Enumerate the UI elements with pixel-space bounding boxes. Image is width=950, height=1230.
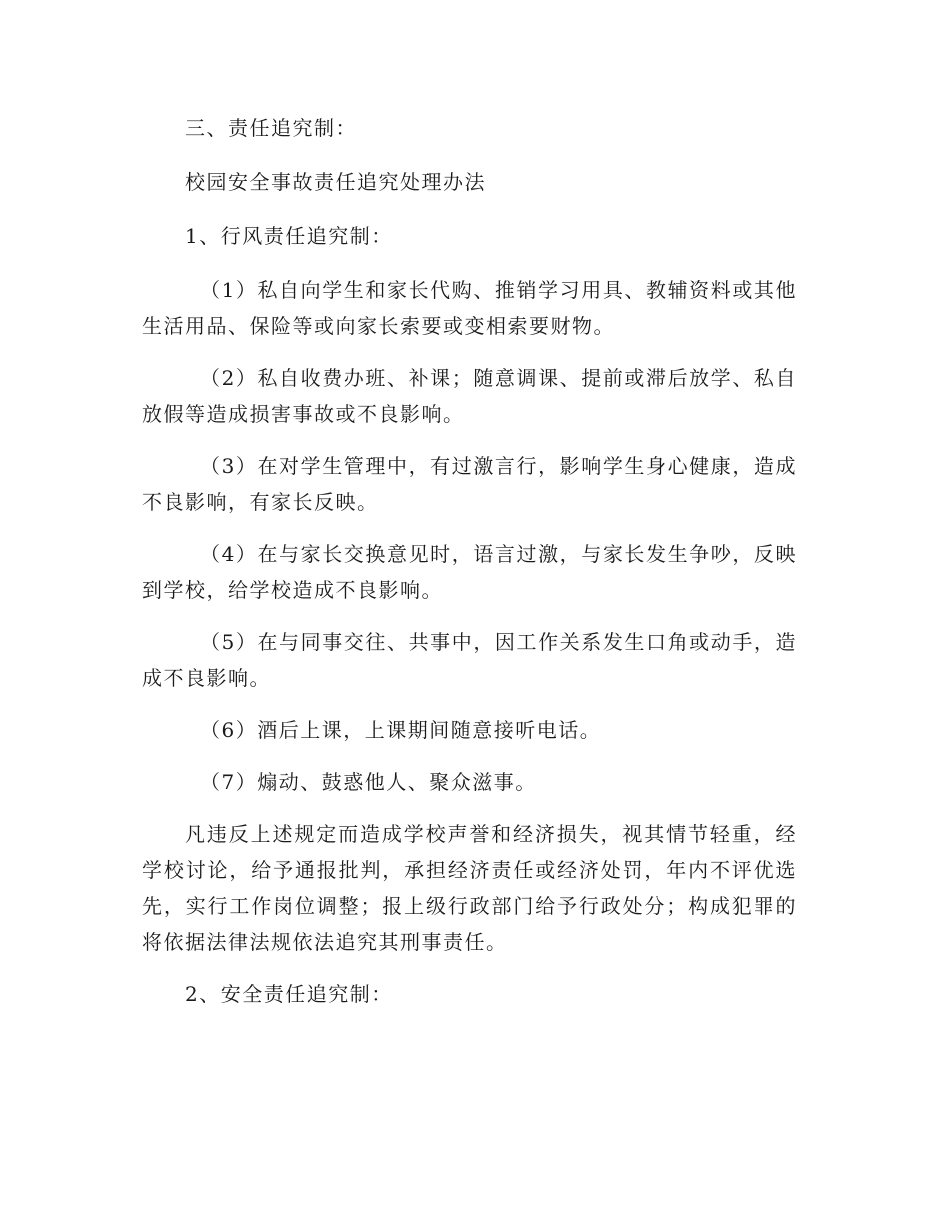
heading-responsibility: 三、责任追究制：: [185, 116, 357, 140]
list-item-3: （3）在对学生管理中，有过激言行，影响学生身心健康，造成不良影响，有家长反映。: [142, 454, 797, 514]
list-item-5: （5）在与同事交往、共事中，因工作关系发生口角或动手，造成不良影响。: [142, 630, 797, 690]
section-conduct-accountability: 1、行风责任追究制：: [185, 224, 393, 248]
list-item-7: （7）煽动、鼓惑他人、聚众滋事。: [200, 770, 537, 794]
list-item-2: （2）私自收费办班、补课；随意调课、提前或滞后放学、私自放假等造成损害事故或不良影响。: [142, 366, 797, 426]
section-safety-accountability: 2、安全责任追究制：: [185, 982, 393, 1006]
list-item-6: （6）酒后上课，上课期间随意接听电话。: [200, 718, 602, 742]
penalty-paragraph: 凡违反上述规定而造成学校声誉和经济损失，视其情节轻重，经学校讨论，给予通报批判，承担经济责任或经济处罚，年内不评优选先，实行工作岗位调整；报上级行政部门给予行政处分；构成犯罪的将依据法律法规依法追究其刑事责任。: [142, 822, 797, 954]
subtitle-campus-safety: 校园安全事故责任追究处理办法: [185, 170, 486, 194]
list-item-4: （4）在与家长交换意见时，语言过激，与家长发生争吵，反映到学校，给学校造成不良影响。: [142, 542, 797, 602]
list-item-1: （1）私自向学生和家长代购、推销学习用具、教辅资料或其他生活用品、保险等或向家长索要或变相索要财物。: [142, 278, 797, 338]
document-body: [142, 110, 797, 1030]
